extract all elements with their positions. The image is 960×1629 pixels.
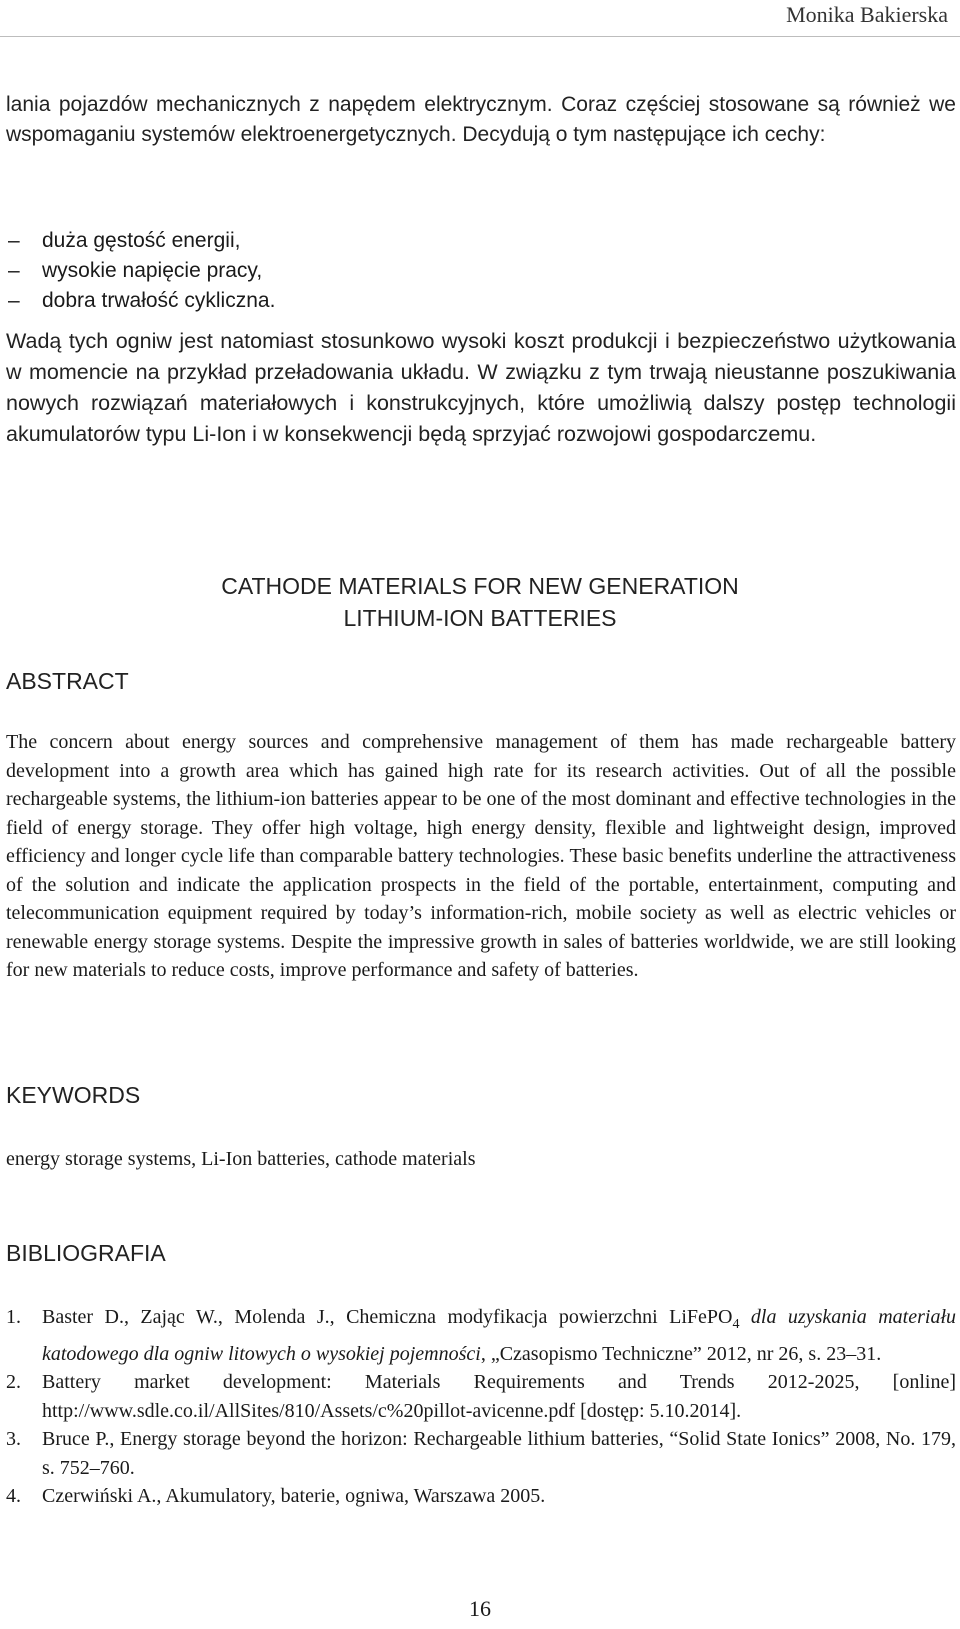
- conclusion-paragraph: Wadą tych ogniw jest natomiast stosunkowo wysoki koszt produkcji i bezpieczeństwo użytkowania w momencie na przykład przeładowania układu. W związku z tym trwają nieustanne poszukiwania nowych rozwiązań materiałowych i konstrukcyjnych, które umożliwią dalszy postęp technologii akumulatorów typu Li-Ion i w konsekwencji będą sprzyjać rozwojowi gospodarczemu.: [6, 329, 956, 446]
- bibliography-list: [6, 1303, 956, 1511]
- reference-number: 4.: [6, 1485, 21, 1507]
- header-author: Monika Bakierska: [786, 2, 948, 27]
- title-line: LITHIUM-ION BATTERIES: [343, 605, 617, 631]
- keywords-heading: KEYWORDS: [6, 1082, 141, 1108]
- reference-text: Bruce P., Energy storage beyond the horizon: Rechargeable lithium batteries, “Solid State Ionics” 2008, No. 179, s. 752–760.: [42, 1428, 956, 1479]
- feature-text: dobra trwałość cykliczna.: [42, 289, 276, 312]
- reference-item: [6, 1368, 956, 1425]
- reference-item: 1. Baster D., Zając W., Molenda J., Chemiczna modyfikacja powierzchni LiFePO$_4$ dla uzyskania materiału katodowego dla ogniw litowych o wysokiej pojemności, „Czasopismo Techniczne” 2012, nr 26, s. 23–31.: [6, 1303, 956, 1368]
- running-header: [0, 0, 960, 37]
- feature-text: duża gęstość energii,: [42, 229, 241, 252]
- reference-item: [6, 1482, 956, 1511]
- reference-number: 2.: [6, 1371, 21, 1393]
- intro-paragraph: lania pojazdów mechanicznych z napędem elektrycznym. Coraz częściej stosowane są również we wspomaganiu systemów elektroenergetycznych. Decydują o tym następujące ich cechy:: [6, 93, 956, 146]
- reference-number: 1.: [6, 1306, 21, 1328]
- list-item: – wysokie napięcie pracy,: [8, 259, 263, 282]
- abstract-body: The concern about energy sources and comprehensive management of them has made rechargeable battery development into a growth area which has gained high rate for its research activities. Out of all the possible rechargeable systems, the lithium-ion batteries appear to be one of the most dominant and effective technologies in the field of energy storage. They offer high voltage, high energy density, flexible and lightweight design, improved efficiency and longer cycle life than comparable battery technologies. These basic benefits underline the attractiveness of the solution and indicate the application prospects in the field of the portable, entertainment, computing and telecommunication equipment required by today’s information-rich, mobile society as well as electric vehicles or renewable energy storage systems. Despite the impressive growth in sales of batteries worldwide, we are still looking for new materials to reduce costs, improve performance and safety of batteries.: [6, 731, 956, 981]
- reference-item: [6, 1425, 956, 1482]
- paper-title: [150, 570, 810, 634]
- reference-number: 3.: [6, 1428, 21, 1450]
- bibliography-heading: BIBLIOGRAFIA: [6, 1240, 166, 1266]
- reference-text: Czerwiński A., Akumulatory, baterie, ogniwa, Warszawa 2005.: [42, 1485, 546, 1507]
- list-item: – duża gęstość energii,: [8, 229, 241, 252]
- title-line: CATHODE MATERIALS FOR NEW GENERATION: [221, 573, 739, 599]
- page-number: 16: [469, 1596, 491, 1621]
- feature-text: wysokie napięcie pracy,: [42, 259, 263, 282]
- abstract-heading: ABSTRACT: [6, 668, 129, 694]
- reference-text: Battery market development: Materials Requirements and Trends 2012-2025, [online] http://www.sdle.co.il/AllSites/810/Assets/c%20pillot-avicenne.pdf [dostęp: 5.10.2014].: [42, 1371, 956, 1422]
- list-item: – dobra trwałość cykliczna.: [8, 289, 276, 312]
- feature-list: [6, 226, 275, 316]
- keywords-text: energy storage systems, Li-Ion batteries, cathode materials: [6, 1148, 476, 1170]
